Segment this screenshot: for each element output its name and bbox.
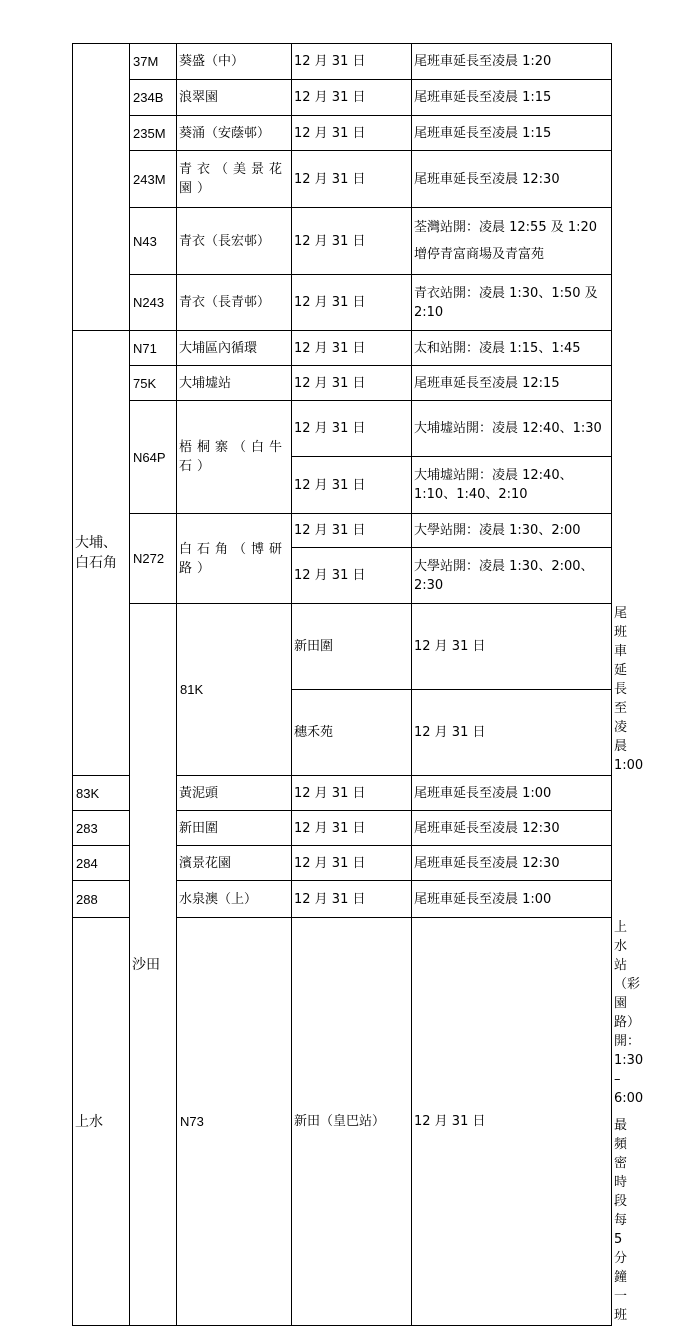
service-date: 12 月 31 日	[292, 548, 412, 604]
note-line: 增停青富商場及青富苑	[414, 247, 545, 262]
note-line: 荃灣站開：凌晨 12:55 及 1:20	[414, 220, 598, 235]
service-note: 尾班車延長至凌晨 1:15	[412, 80, 612, 116]
destination: 濱景花園	[177, 846, 292, 881]
service-date: 12 月 31 日	[292, 44, 412, 80]
table-row	[73, 366, 612, 401]
table-row	[73, 275, 612, 331]
route-number: N272	[130, 514, 177, 604]
service-note: 尾班車延長至凌晨 12:30	[412, 151, 612, 208]
service-date: 12 月 31 日	[292, 514, 412, 548]
service-date: 12 月 31 日	[292, 366, 412, 401]
table-row	[73, 151, 612, 208]
destination: 白石角（博研路）	[177, 514, 292, 604]
route-number: N64P	[130, 401, 177, 514]
route-number: 235M	[130, 116, 177, 151]
service-date: 12 月 31 日	[292, 208, 412, 275]
route-number: 243M	[130, 151, 177, 208]
service-note: 大埔墟站開：凌晨 12:40、1:30	[412, 401, 612, 457]
route-number: N43	[130, 208, 177, 275]
destination: 青衣（長青邨）	[177, 275, 292, 331]
area-label: 大埔、白石角	[73, 331, 130, 776]
destination: 大埔區內循環	[177, 331, 292, 366]
service-note: 大學站開：凌晨 1:30、2:00	[412, 514, 612, 548]
route-number: 283	[73, 811, 130, 846]
service-note: 尾班車延長至凌晨 12:30	[412, 846, 612, 881]
table-row	[73, 331, 612, 366]
table-row	[73, 514, 612, 548]
destination: 青衣（長宏邨）	[177, 208, 292, 275]
service-date: 12 月 31 日	[292, 331, 412, 366]
destination: 新田圍	[177, 811, 292, 846]
service-date: 12 月 31 日	[292, 116, 412, 151]
service-date: 12 月 31 日	[292, 151, 412, 208]
table-row: 上水 N73 新田（皇巴站） 12 月 31 日 上水站（彩園路）開：1:30 – 6:00 最頻密時段每 5 分鐘一班	[73, 918, 612, 1326]
service-date: 12 月 31 日	[292, 80, 412, 116]
service-date: 12 月 31 日	[292, 401, 412, 457]
service-date: 12 月 31 日	[292, 881, 412, 918]
destination: 黃泥頭	[177, 776, 292, 811]
service-note: 尾班車延長至凌晨 1:15	[412, 116, 612, 151]
service-date: 12 月 31 日	[292, 811, 412, 846]
area-label: 上水	[73, 918, 130, 1326]
service-note: 大學站開：凌晨 1:30、2:00、2:30	[412, 548, 612, 604]
destination: 梧桐寨（白牛石）	[177, 401, 292, 514]
service-note: 尾班車延長至凌晨 12:30	[412, 811, 612, 846]
table-row	[73, 401, 612, 457]
route-number: 83K	[73, 776, 130, 811]
service-note: 尾班車延長至凌晨 1:00	[412, 881, 612, 918]
destination: 大埔墟站	[177, 366, 292, 401]
service-note: 大埔墟站開：凌晨 12:40、1:10、1:40、2:10	[412, 457, 612, 514]
destination: 穗禾苑	[292, 690, 412, 776]
area-cell-blank	[73, 44, 130, 331]
service-note: 尾班車延長至凌晨 1:00	[412, 776, 612, 811]
service-date: 12 月 31 日	[412, 604, 612, 690]
route-number: N73	[177, 918, 292, 1326]
destination: 水泉澳（上）	[177, 881, 292, 918]
table-row	[73, 44, 612, 80]
service-date: 12 月 31 日	[412, 918, 612, 1326]
route-number: 81K	[177, 604, 292, 776]
table-row	[73, 116, 612, 151]
service-date: 12 月 31 日	[292, 457, 412, 514]
service-note: 青衣站開：凌晨 1:30、1:50 及 2:10	[412, 275, 612, 331]
destination: 葵盛（中）	[177, 44, 292, 80]
table-row	[73, 208, 612, 275]
service-note: 尾班車延長至凌晨 1:20	[412, 44, 612, 80]
bus-schedule-table	[72, 43, 644, 1326]
area-label: 沙田	[130, 604, 177, 1326]
route-number: N243	[130, 275, 177, 331]
route-number: 288	[73, 881, 130, 918]
service-note: 太和站開：凌晨 1:15、1:45	[412, 331, 612, 366]
service-note: 尾班車延長至凌晨 12:15	[412, 366, 612, 401]
table-row	[73, 80, 612, 116]
route-number: 37M	[130, 44, 177, 80]
destination: 青衣（美景花園）	[177, 151, 292, 208]
destination: 新田（皇巴站）	[292, 918, 412, 1326]
service-note	[412, 208, 612, 275]
service-date: 12 月 31 日	[292, 846, 412, 881]
service-date: 12 月 31 日	[292, 776, 412, 811]
table-row: 沙田 81K 新田圍 12 月 31 日 尾班車延長至凌晨 1:00	[73, 604, 612, 690]
destination: 葵涌（安蔭邨）	[177, 116, 292, 151]
route-number: 234B	[130, 80, 177, 116]
destination: 浪翠園	[177, 80, 292, 116]
route-number: 284	[73, 846, 130, 881]
service-date: 12 月 31 日	[412, 690, 612, 776]
route-number: 75K	[130, 366, 177, 401]
destination: 新田圍	[292, 604, 412, 690]
route-number: N71	[130, 331, 177, 366]
service-date: 12 月 31 日	[292, 275, 412, 331]
